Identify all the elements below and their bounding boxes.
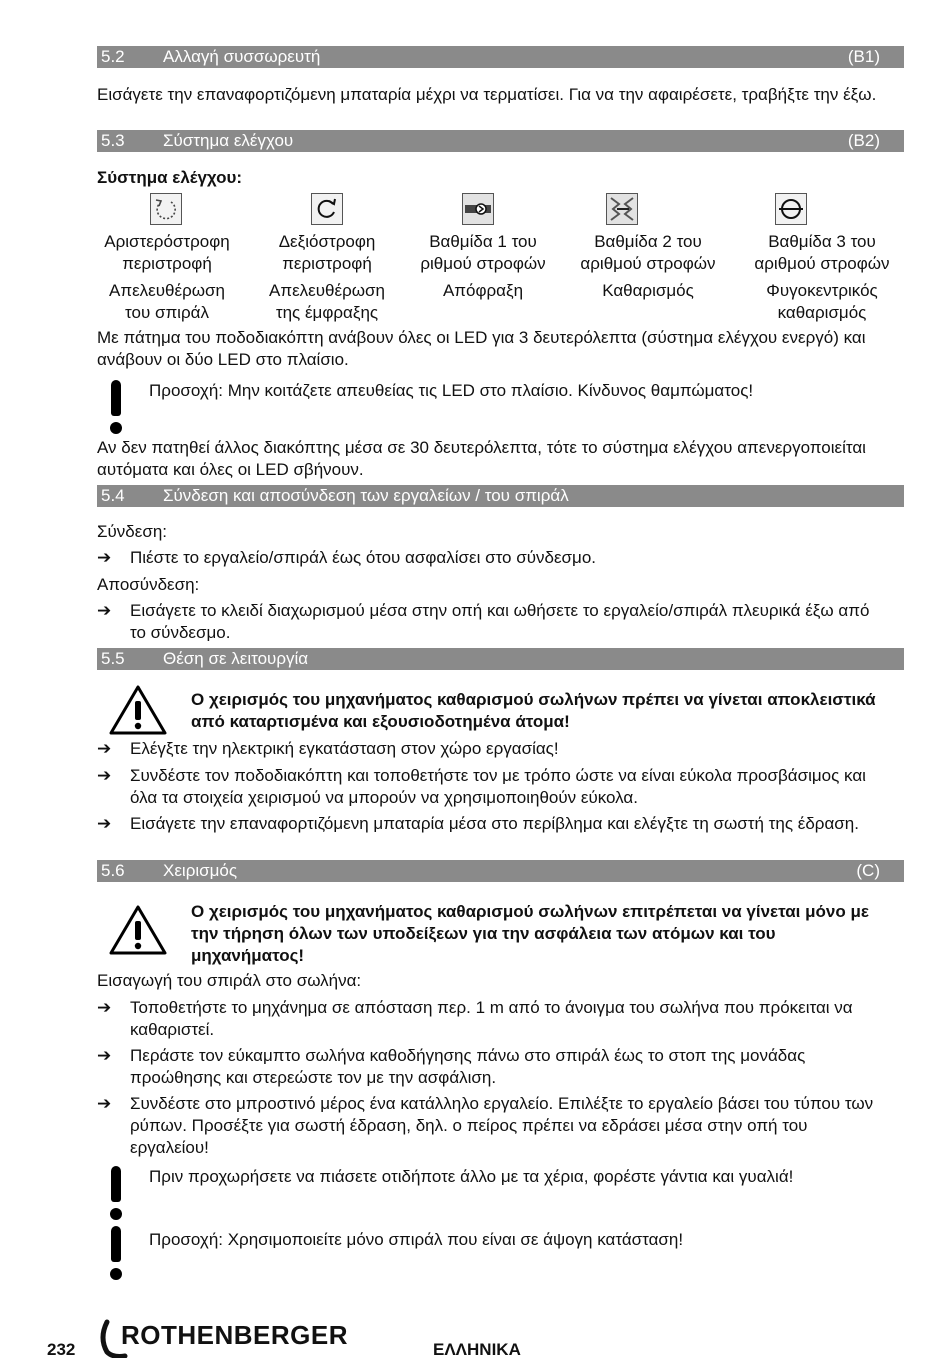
section-number: 5.6 [101,861,125,880]
intro-text: Εισαγωγή του σπιράλ στο σωλήνα: [97,971,362,990]
warning-text: Ο χειρισμός του μηχανήματος καθαρισμού σωλήνων επιτρέπεται να γίνεται μόνο με την τήρηση όλων των υποδείξεων για την ασφάλεια των ατόμων και του μηχανήματος! [191,902,869,965]
control-label-speed-3 [737,231,907,324]
label-line: Αριστερόστροφη [104,232,230,251]
function-line: Απελευθέρωση [109,281,225,300]
section-title: Χειρισμός [163,861,238,880]
arrow-icon: ➔ [97,601,112,620]
label-line: ριθμού στροφών [420,254,546,273]
caution-note: Προσοχή: Μην κοιτάζετε απευθείας τις LED στο πλαίσιο. Κίνδυνος θαμπώματος! [149,381,754,400]
step: Εισάγετε την επαναφορτιζόμενη μπαταρία μέσα στο περίβλημα και ελέγξτε τη σωστή της έδραση. [130,814,859,833]
step: Συνδέστε τον ποδοδιακόπτη και τοποθετήστε τον με τρόπο ώστε να είναι εύκολα προσβάσιμος και όλα τα στοιχεία χειρισμού να μπορούν να χρησιμοποιηθούν εύκολα. [130,766,866,807]
warning-text: Ο χειρισμός του μηχανήματος καθαρισμού σωλήνων πρέπει να γίνεται αποκλειστικά από καταρτισμένα και εξουσιοδοτημένα άτομα! [191,690,876,731]
section-number: 5.4 [101,486,125,505]
section-number: 5.5 [101,649,125,668]
arrow-icon: ➔ [97,1094,112,1113]
function-line: Απελευθέρωση [269,281,385,300]
language-label: ΕΛΛΗΝΙΚΑ [433,1340,521,1359]
caution-note: Προσοχή: Χρησιμοποιείτε μόνο σπιράλ που είναι σε άψογη κατάσταση! [149,1230,684,1249]
clockwise-icon [311,193,343,225]
section-header-5-6 [97,860,904,882]
section-title: Σύστημα ελέγχου [163,131,294,150]
caution-note: Πριν προχωρήσετε να πιάσετε οτιδήποτε άλλο με τα χέρια, φορέστε γάντια και γυαλιά! [149,1167,794,1186]
label-line: περιστροφή [122,254,212,273]
figure-ref: (B1) [847,47,880,66]
disconnect-label: Αποσύνδεση: [97,575,200,594]
label-line: περιστροφή [282,254,372,273]
step: Περάστε τον εύκαμπτο σωλήνα καθοδήγησης πάνω στο σπιράλ έως το στοπ της μονάδας προώθησης και στερεώστε τον με την ασφάλιση. [130,1046,806,1087]
label-line: Βαθμίδα 1 του [429,232,537,251]
arrow-icon: ➔ [97,814,112,833]
control-label-speed-2 [563,231,733,302]
step: Ελέγξτε την ηλεκτρική εγκατάσταση στον χώρο εργασίας! [130,739,559,758]
warning-triangle-icon [108,904,168,962]
step: Συνδέστε στο μπροστινό μέρος ένα κατάλληλο εργαλείο. Επιλέξτε το εργαλείο βάσει του τύπου των ρύπων. Προσέξτε για σωστή έδραση, δηλ. ο πείρος πρέπει να εδράσει μέσα στην οπή του εργαλείου! [130,1094,874,1157]
section-header-5-3 [97,130,904,152]
speed-3-icon [775,193,807,225]
paragraph: Εισάγετε την επαναφορτιζόμενη μπαταρία μέχρι να τερματίσει. Για να την αφαιρέσετε, τραβήξτε την έξω. [97,85,877,104]
arrow-icon: ➔ [97,1046,112,1065]
warning-triangle-icon [108,684,168,742]
section-title: Θέση σε λειτουργία [163,649,309,668]
counterclockwise-icon [150,193,182,225]
paragraph: Με πάτημα του ποδοδιακόπτη ανάβουν όλες οι LED για 3 δευτερόλεπτα (σύστημα ελέγχου ενεργό) και ανάβουν οι δύο LED στο πλαίσιο. [97,328,866,369]
arrow-icon: ➔ [97,998,112,1017]
section-title: Σύνδεση και αποσύνδεση των εργαλείων / του σπιράλ [163,486,569,505]
function-line: του σπιράλ [125,303,209,322]
brand-name: ROTHENBERGER [121,1320,349,1350]
paragraph: Αν δεν πατηθεί άλλος διακόπτης μέσα σε 30 δευτερόλεπτα, τότε το σύστημα ελέγχου απενεργοποιείται αυτόματα και όλες οι LED σβήνουν. [97,438,866,479]
section-number: 5.2 [101,47,125,66]
label-line: Δεξιόστροφη [278,232,376,251]
arrow-icon: ➔ [97,766,112,785]
section-number: 5.3 [101,131,125,150]
function-line: Φυγοκεντρικός [766,281,878,300]
function-line: Καθαρισμός [602,281,694,300]
figure-ref: (C) [856,861,880,880]
section-header-5-2 [97,46,904,68]
control-label-cw [242,231,412,324]
speed-2-icon [606,193,638,225]
speed-1-icon [462,193,494,225]
control-label-ccw [82,231,252,324]
function-line: καθαρισμός [777,303,867,322]
section-header-5-5 [97,648,904,670]
control-label-speed-1 [398,231,568,302]
label-line: αριθμού στροφών [580,254,716,273]
function-line: Απόφραξη [442,281,524,300]
page-number: 232 [47,1340,76,1359]
subheading: Σύστημα ελέγχου: [97,168,243,187]
step: Πιέστε το εργαλείο/σπιράλ έως ότου ασφαλίσει στο σύνδεσμο. [130,548,597,567]
step: Τοποθετήστε το μηχάνημα σε απόσταση περ. 1 m από το άνοιγμα του σωλήνα που πρόκειται να καθαριστεί. [130,998,853,1039]
label-line: Βαθμίδα 2 του [594,232,702,251]
function-line: της έμφραξης [275,303,379,322]
section-title: Αλλαγή συσσωρευτή [163,47,321,66]
label-line: αριθμού στροφών [754,254,890,273]
arrow-icon: ➔ [97,739,112,758]
label-line: Βαθμίδα 3 του [768,232,876,251]
brand-logo [97,1318,347,1358]
arrow-icon: ➔ [97,548,112,567]
figure-ref: (B2) [847,131,880,150]
step: Εισάγετε το κλειδί διαχωρισμού μέσα στην οπή και ωθήσετε το εργαλείο/σπιράλ πλευρικά έξω από το σύνδεσμο. [130,601,870,642]
connect-label: Σύνδεση: [97,522,168,541]
section-header-5-4 [97,485,904,507]
